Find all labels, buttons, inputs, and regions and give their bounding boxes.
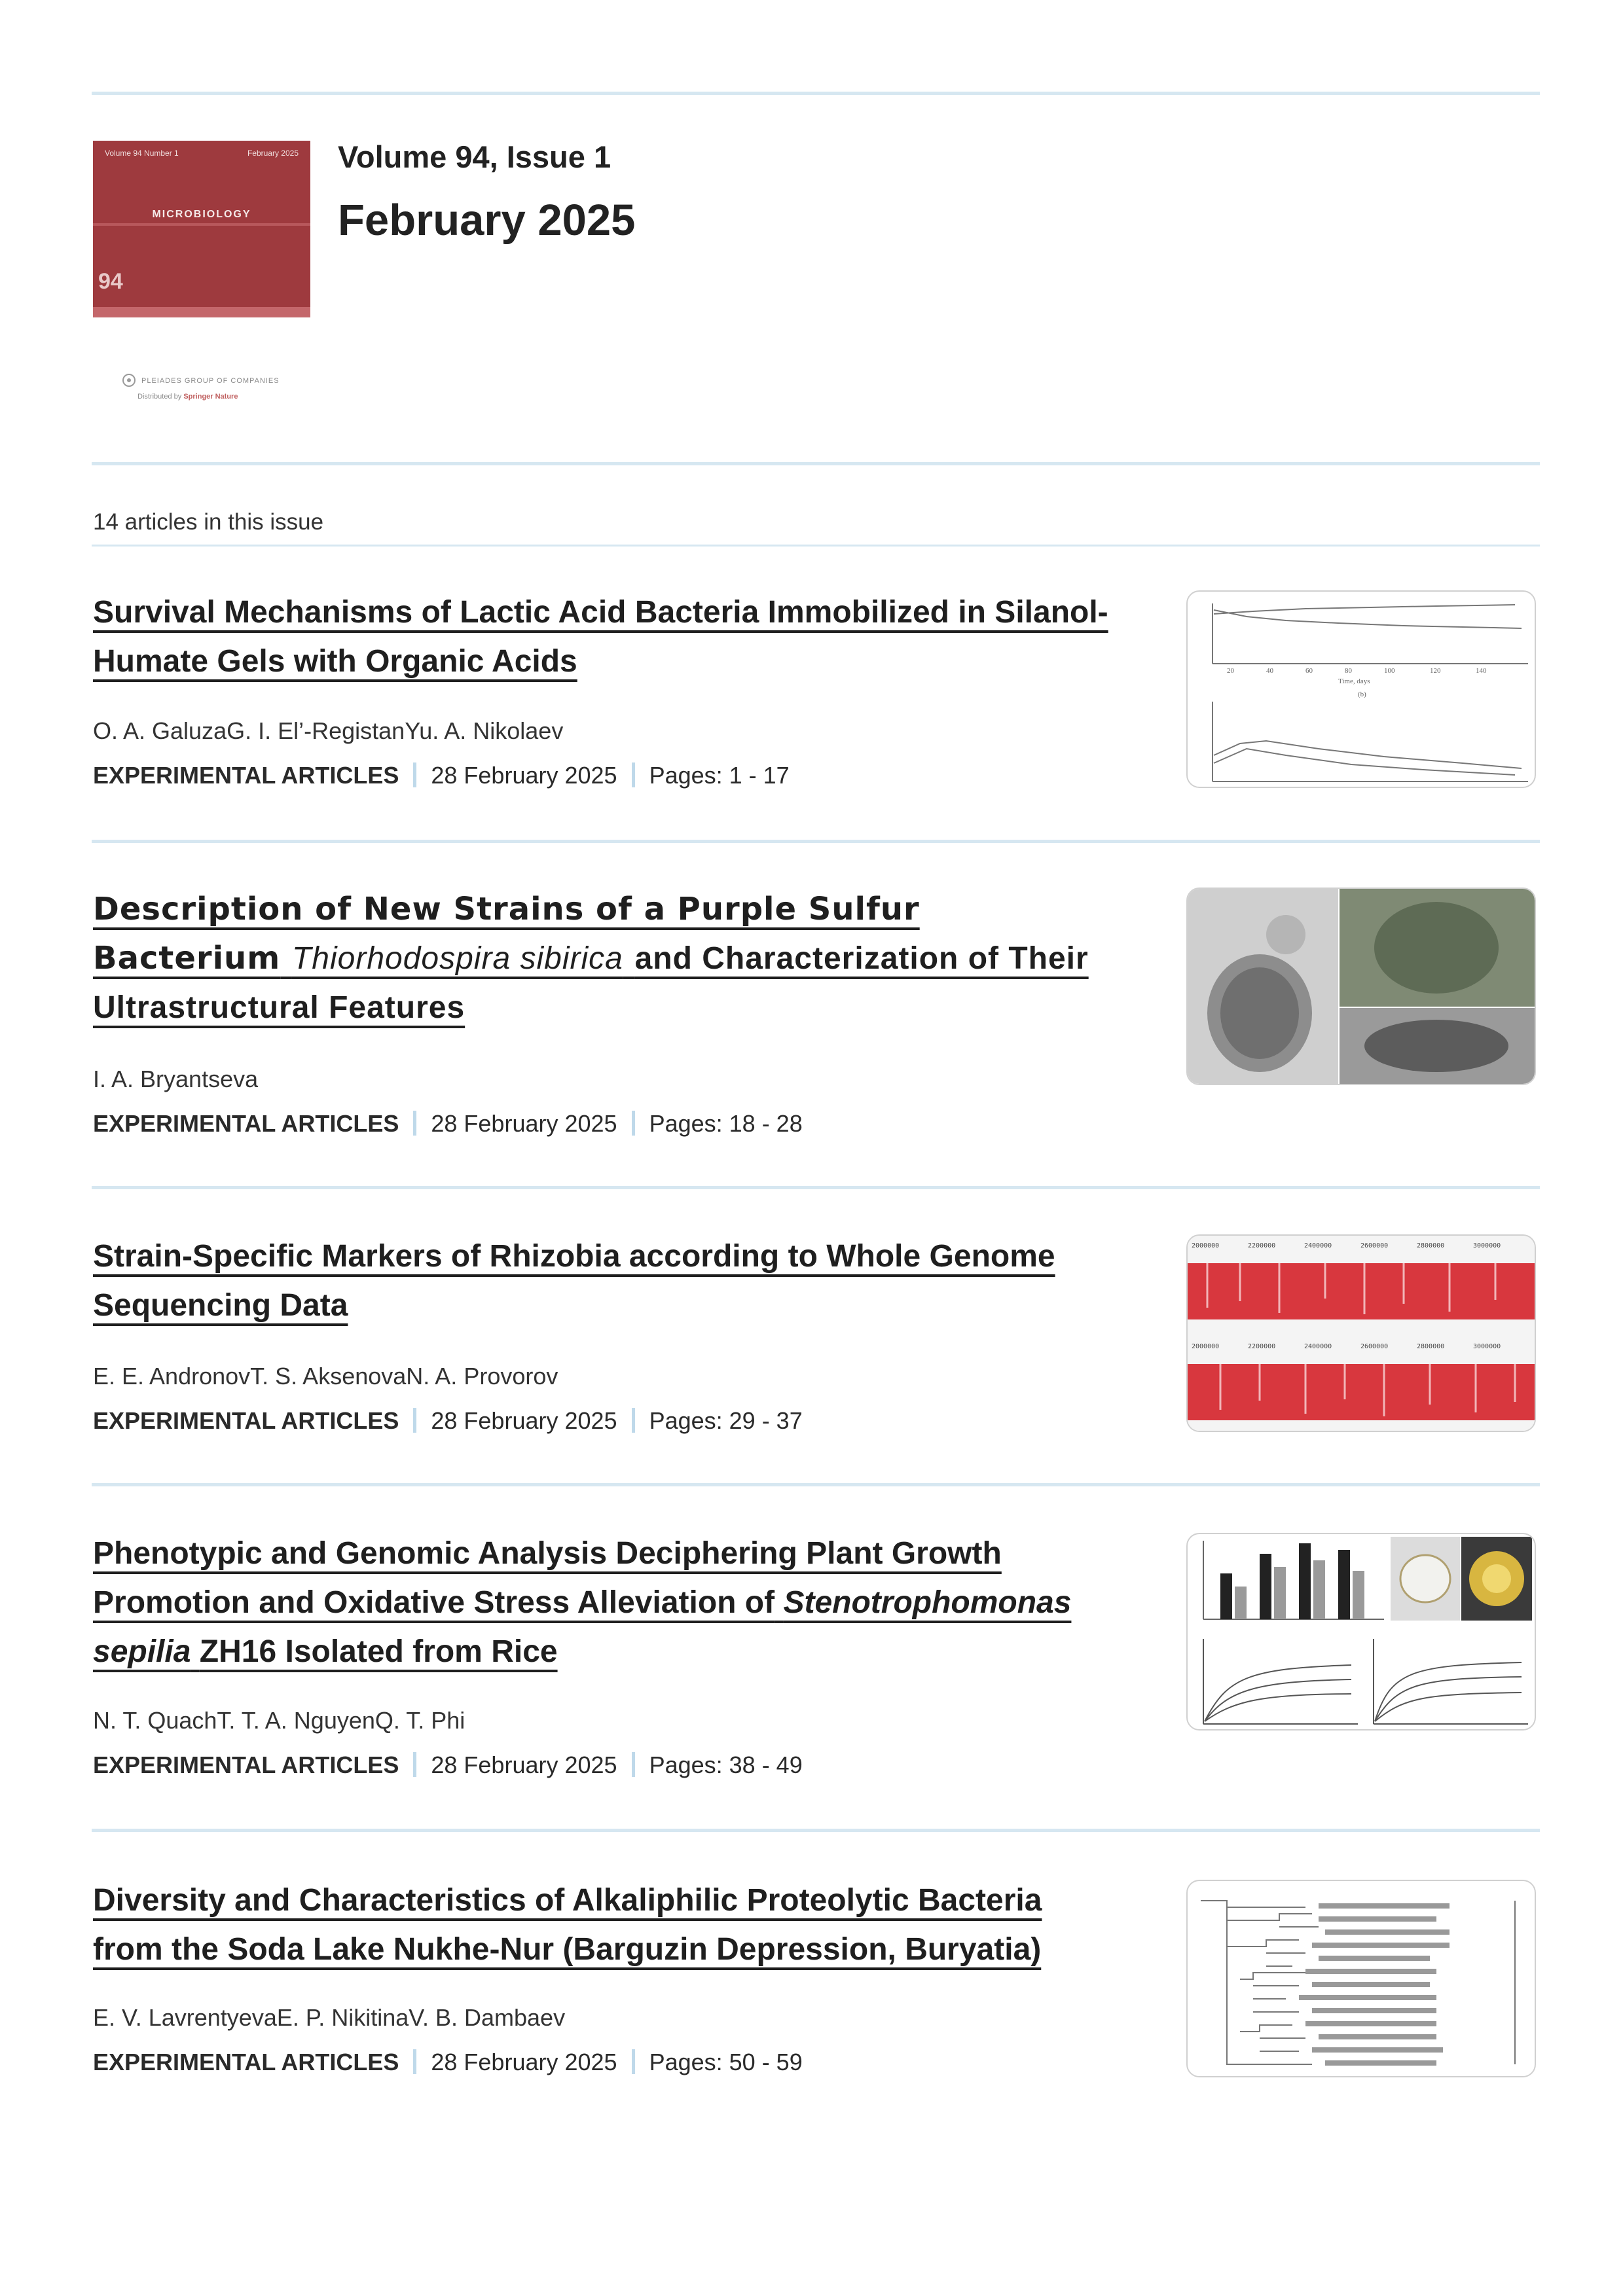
article-title-line[interactable]: from the Soda Lake Nukhe-Nur (Barguzin Depression, Buryatia): [93, 1932, 1042, 1967]
article-title-line[interactable]: [93, 1634, 558, 1669]
article-pages: Pages: 1 - 17: [649, 762, 790, 789]
article-title-line[interactable]: Humate Gels with Organic Acids: [93, 644, 577, 679]
article-date: 28 February 2025: [431, 1407, 617, 1434]
article-thumbnail[interactable]: [1186, 1880, 1536, 2077]
micrograph-thumbnail-icon: [1188, 889, 1535, 1084]
meta-separator: [413, 1408, 416, 1433]
article-count: 14 articles in this issue: [93, 509, 324, 535]
article-title-line[interactable]: Survival Mechanisms of Lactic Acid Bacteria Immobilized in Silanol-: [93, 595, 1108, 630]
cover-footer-band: [93, 307, 310, 317]
bar-and-growth-chart-thumbnail-icon: [1188, 1534, 1535, 1729]
article-type: EXPERIMENTAL ARTICLES: [93, 762, 399, 789]
article-meta: [93, 2049, 803, 2076]
article-thumbnail[interactable]: [1186, 1533, 1536, 1731]
article-thumbnail[interactable]: [1186, 590, 1536, 788]
article-date: 28 February 2025: [431, 1110, 617, 1137]
meta-separator: [632, 1408, 635, 1433]
title-species[interactable]: sepilia: [93, 1634, 191, 1669]
meta-separator: [413, 1111, 416, 1136]
meta-separator: [632, 1111, 635, 1136]
article-pages: Pages: 50 - 59: [649, 2049, 803, 2075]
top-divider: [92, 92, 1540, 95]
svg-text:80: 80: [1345, 667, 1352, 675]
title-segment[interactable]: Bacterium: [93, 940, 281, 977]
volume-issue-heading: Volume 94, Issue 1: [338, 139, 611, 174]
cover-volume-label: Volume 94 Number 1: [105, 149, 179, 158]
count-divider: [92, 545, 1540, 547]
svg-text:20: 20: [1227, 667, 1234, 675]
pleiades-logo-icon: [122, 373, 136, 387]
genome-plot-thumbnail-icon: [1188, 1236, 1535, 1431]
meta-separator: [413, 1752, 416, 1777]
article-authors[interactable]: E. E. AndronovT. S. AksenovaN. A. Provorov: [93, 1363, 558, 1390]
header-divider: [92, 462, 1540, 465]
publisher-logo: [123, 372, 287, 411]
article-type: EXPERIMENTAL ARTICLES: [93, 2049, 399, 2075]
article-thumbnail[interactable]: [1186, 1234, 1536, 1432]
article-title-line[interactable]: Description of New Strains of a Purple Sulfur: [93, 891, 920, 927]
svg-text:120: 120: [1430, 667, 1441, 675]
svg-text:2600000: 2600000: [1360, 1242, 1389, 1249]
cover-band: [93, 223, 310, 226]
issue-date-heading: February 2025: [338, 196, 636, 245]
article-authors[interactable]: O. A. GaluzaG. I. El’-RegistanYu. A. Nikolaev: [93, 717, 564, 744]
meta-separator: [632, 2049, 635, 2074]
cover-date-label: February 2025: [247, 149, 299, 158]
meta-separator: [413, 2049, 416, 2074]
title-species[interactable]: Thiorhodospira sibirica: [291, 941, 623, 976]
article-type: EXPERIMENTAL ARTICLES: [93, 1110, 399, 1137]
svg-text:2200000: 2200000: [1248, 1242, 1276, 1249]
article-meta: [93, 1751, 803, 1779]
svg-text:Time, days: Time, days: [1338, 677, 1370, 685]
publisher-name: PLEIADES GROUP OF COMPANIES: [141, 377, 280, 385]
meta-separator: [632, 1752, 635, 1777]
article-title-line[interactable]: [93, 940, 1089, 977]
article-pages: Pages: 18 - 28: [649, 1110, 803, 1137]
article-date: 28 February 2025: [431, 762, 617, 789]
svg-text:40: 40: [1266, 667, 1273, 675]
svg-text:3000000: 3000000: [1473, 1242, 1501, 1249]
article-date: 28 February 2025: [431, 2049, 617, 2075]
svg-text:60: 60: [1305, 667, 1313, 675]
article-authors[interactable]: N. T. QuachT. T. A. NguyenQ. T. Phi: [93, 1707, 465, 1734]
article-type: EXPERIMENTAL ARTICLES: [93, 1407, 399, 1434]
line-chart-thumbnail-icon: [1188, 592, 1535, 787]
article-divider: [92, 1829, 1540, 1832]
article-meta: [93, 1110, 803, 1138]
article-date: 28 February 2025: [431, 1751, 617, 1778]
article-meta: [93, 762, 790, 789]
article-authors[interactable]: I. A. Bryantseva: [93, 1066, 259, 1092]
article-divider: [92, 840, 1540, 843]
article-title-link[interactable]: [93, 1529, 1154, 1676]
svg-text:(b): (b): [1358, 691, 1366, 698]
article-divider: [92, 1186, 1540, 1189]
article-thumbnail[interactable]: [1186, 888, 1536, 1085]
cover-journal-title: MICROBIOLOGY: [152, 209, 251, 220]
meta-separator: [413, 762, 416, 787]
article-type: EXPERIMENTAL ARTICLES: [93, 1751, 399, 1778]
meta-separator: [632, 762, 635, 787]
article-divider: [92, 1483, 1540, 1486]
title-segment[interactable]: and Characterization of Their: [634, 941, 1089, 976]
svg-text:140: 140: [1476, 667, 1487, 675]
cover-volume-number: 94: [98, 269, 123, 294]
distributor-brand: Springer Nature: [183, 393, 238, 401]
svg-text:2400000: 2400000: [1304, 1343, 1332, 1350]
svg-text:2800000: 2800000: [1417, 1242, 1445, 1249]
article-authors[interactable]: E. V. LavrentyevaE. P. NikitinaV. B. Dambaev: [93, 2004, 566, 2031]
svg-text:100: 100: [1384, 667, 1395, 675]
journal-cover-image[interactable]: [93, 141, 310, 317]
svg-text:2600000: 2600000: [1360, 1343, 1389, 1350]
publisher-distributor: [137, 393, 238, 401]
article-pages: Pages: 38 - 49: [649, 1751, 803, 1778]
article-title-link[interactable]: [93, 1232, 1154, 1330]
article-title-link[interactable]: [93, 885, 1154, 1032]
article-title-link[interactable]: [93, 1876, 1154, 1974]
article-title-link[interactable]: [93, 588, 1154, 686]
svg-text:2000000: 2000000: [1192, 1343, 1220, 1350]
distributor-prefix: Distributed by: [137, 393, 182, 401]
phylogenetic-tree-thumbnail-icon: [1188, 1881, 1535, 2076]
article-title-line[interactable]: Diversity and Characteristics of Alkaliphilic Proteolytic Bacteria: [93, 1883, 1042, 1918]
svg-text:2000000: 2000000: [1192, 1242, 1220, 1249]
svg-text:2400000: 2400000: [1304, 1242, 1332, 1249]
article-title-line[interactable]: Ultrastructural Features: [93, 990, 465, 1025]
title-segment[interactable]: ZH16 Isolated from Rice: [199, 1634, 558, 1669]
article-meta: [93, 1407, 803, 1435]
article-title-line[interactable]: Phenotypic and Genomic Analysis Deciphering Plant Growth: [93, 1536, 1002, 1571]
title-segment[interactable]: Promotion and Oxidative Stress Alleviation of: [93, 1585, 775, 1620]
article-title-line[interactable]: [93, 1585, 1071, 1620]
article-title-line[interactable]: Sequencing Data: [93, 1288, 348, 1323]
svg-text:2800000: 2800000: [1417, 1343, 1445, 1350]
article-pages: Pages: 29 - 37: [649, 1407, 803, 1434]
title-species[interactable]: Stenotrophomonas: [783, 1585, 1072, 1620]
article-title-line[interactable]: Strain-Specific Markers of Rhizobia according to Whole Genome: [93, 1239, 1055, 1274]
svg-text:2200000: 2200000: [1248, 1343, 1276, 1350]
svg-text:3000000: 3000000: [1473, 1343, 1501, 1350]
